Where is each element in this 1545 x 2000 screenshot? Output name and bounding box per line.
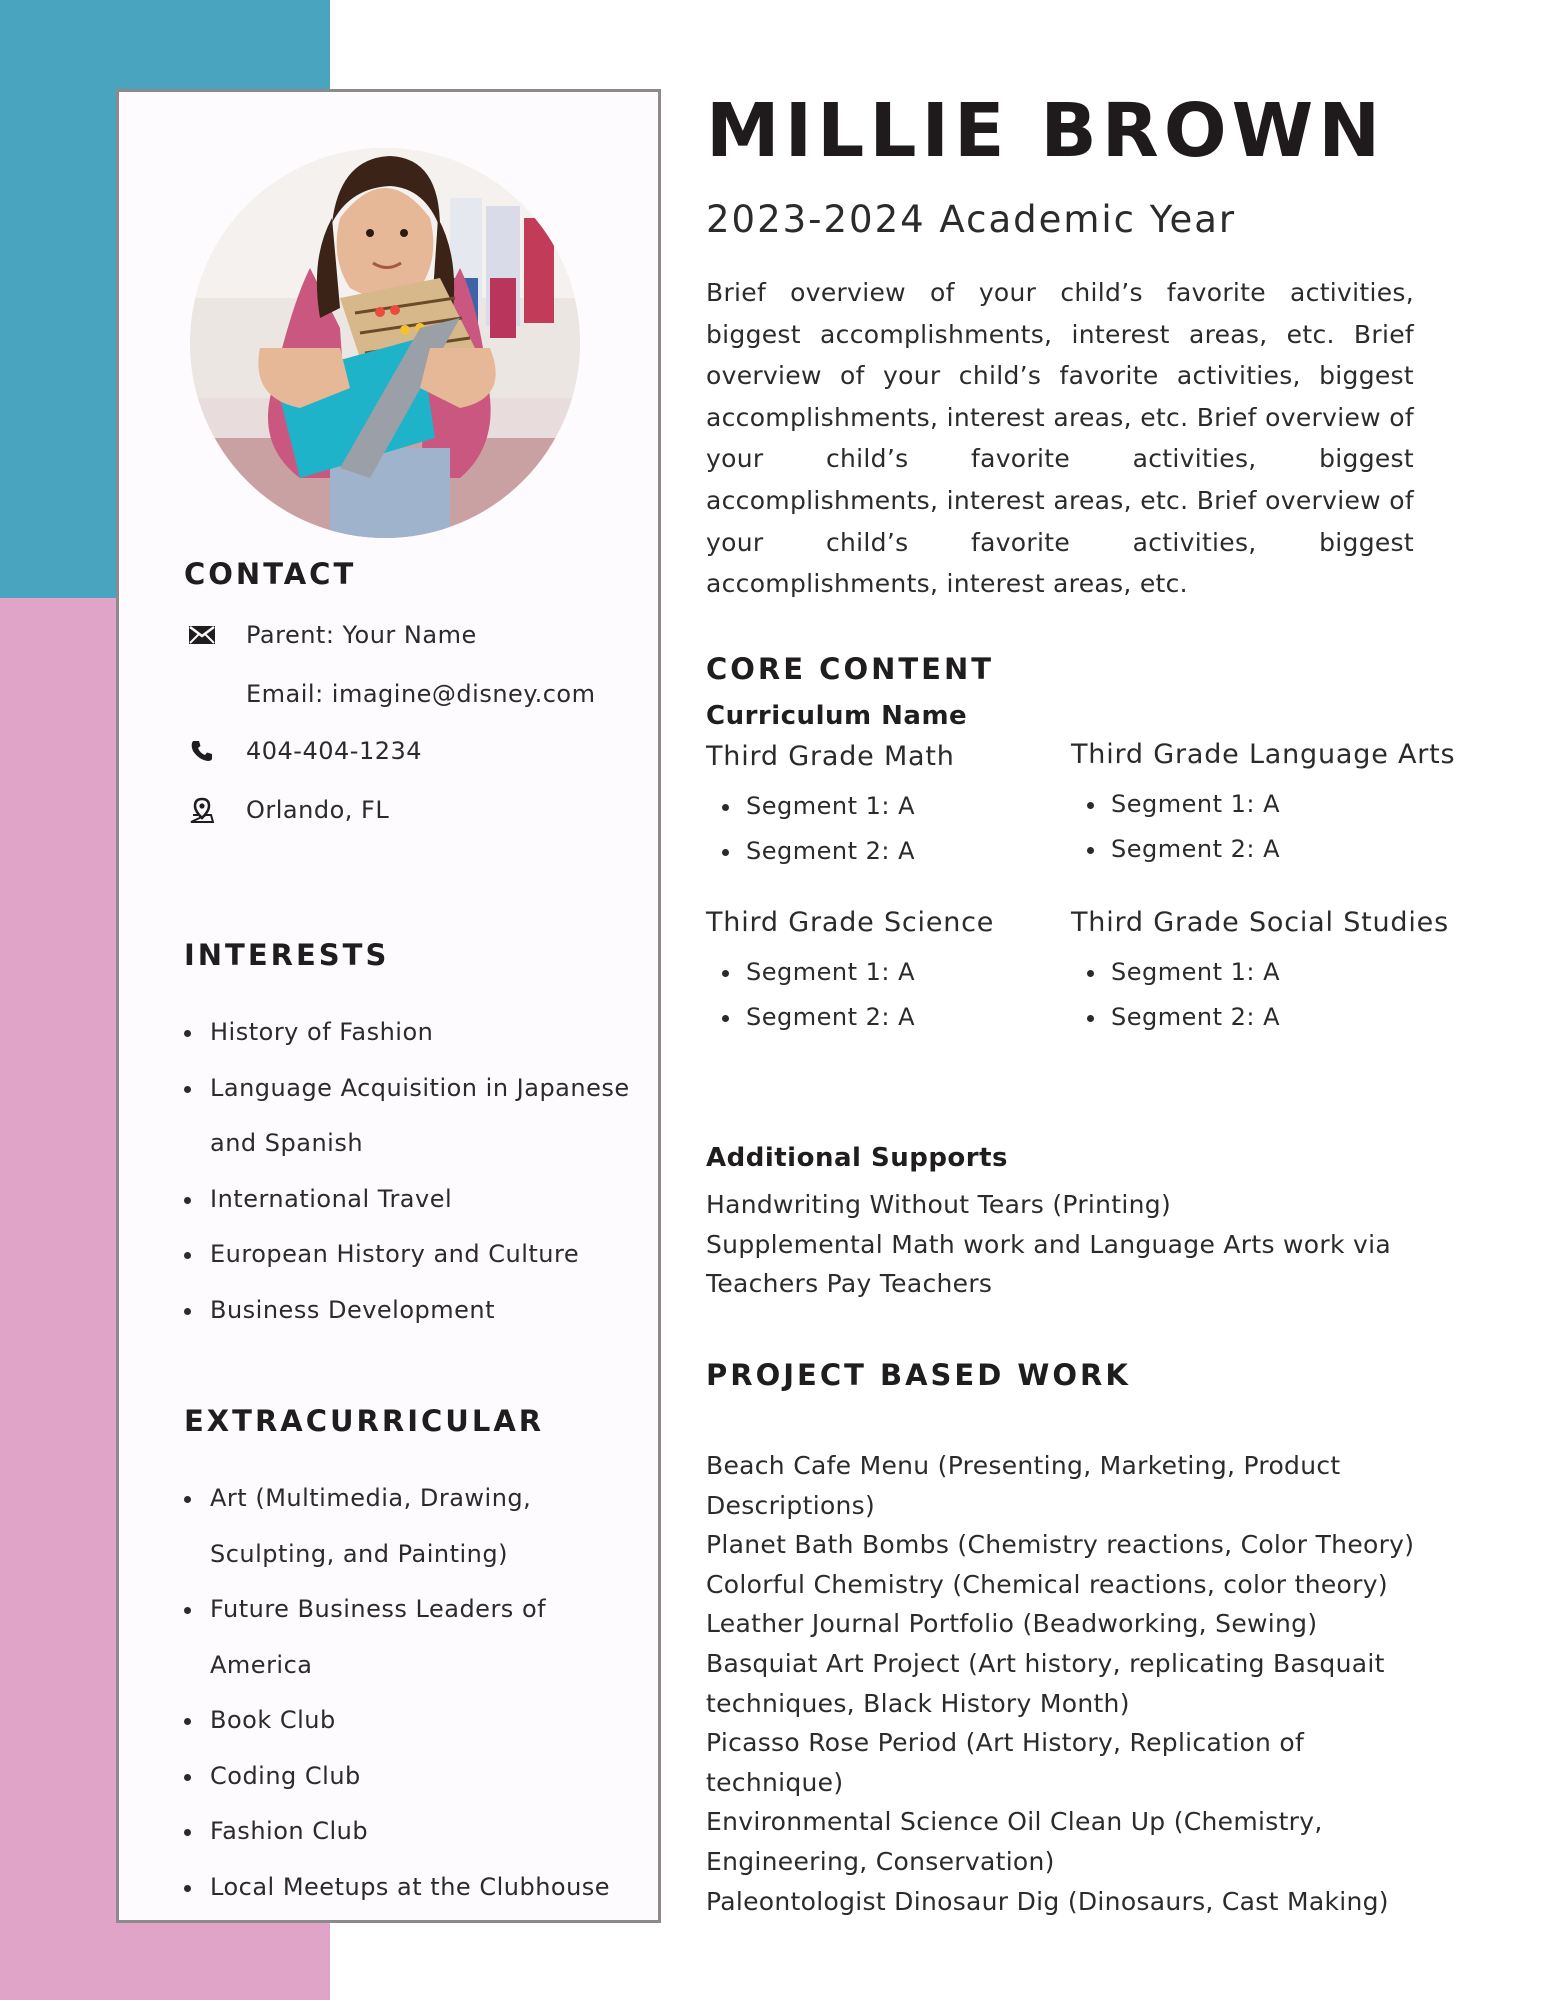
list-item: Segment 2: A: [706, 995, 994, 1040]
course-math: [706, 741, 955, 874]
interests-list: [184, 1005, 644, 1338]
project-based-work-heading: PROJECT BASED WORK: [706, 1358, 1131, 1392]
additional-supports-heading: Additional Supports: [706, 1143, 1009, 1173]
support-line: Supplemental Math work and Language Arts work via: [706, 1229, 1391, 1259]
parent-name: Parent: Your Name: [246, 621, 477, 649]
list-item: and Spanish: [210, 1129, 364, 1157]
segment-list: [706, 784, 955, 874]
phone-number[interactable]: 404-404-1234: [246, 737, 423, 765]
list-item: History of Fashion: [184, 1005, 644, 1061]
list-item: Sculpting, and Painting): [210, 1539, 508, 1568]
course-social-studies: [1071, 907, 1449, 1040]
list-item: Segment 2: A: [1071, 995, 1449, 1040]
contact-parent-row: [184, 617, 477, 653]
location: Orlando, FL: [246, 796, 390, 824]
list-item: Segment 2: A: [1071, 827, 1455, 872]
core-content-heading: CORE CONTENT: [706, 652, 995, 686]
project-line: techniques, Black History Month): [706, 1688, 1130, 1718]
project-line: Leather Journal Portfolio (Beadworking, Sewing): [706, 1609, 1318, 1639]
list-item: Book Club: [184, 1693, 644, 1749]
curriculum-name-heading: Curriculum Name: [706, 701, 968, 731]
profile-photo: [190, 148, 580, 538]
course-language-arts: [1071, 739, 1455, 872]
project-line: Engineering, Conservation): [706, 1846, 1055, 1876]
location-pin-icon: [184, 792, 220, 828]
project-line: Basquiat Art Project (Art history, replicating Basquait: [706, 1648, 1385, 1678]
list-item: Coding Club: [184, 1749, 644, 1805]
list-item: Language Acquisition in Japanese: [184, 1061, 644, 1117]
list-item: Segment 1: A: [706, 784, 955, 829]
email-address[interactable]: Email: imagine@disney.com: [246, 680, 596, 708]
extracurricular-list: [184, 1471, 644, 1915]
support-line: Teachers Pay Teachers: [706, 1269, 993, 1299]
supports-lines: [706, 1185, 1436, 1304]
course-name: Third Grade Science: [706, 907, 995, 938]
list-item: Business Development: [184, 1283, 644, 1339]
list-item: European History and Culture: [184, 1227, 644, 1283]
projects-lines: [706, 1446, 1436, 1921]
segment-list: [1071, 950, 1449, 1040]
overview-paragraph: Brief overview of your child’s favorite activities, biggest accomplishments, interest areas, etc. Brief overview of your child’s favorite activities, biggest accomplishments, interest areas, etc. Brief overview of your child’s favorite activities, biggest accomplishments, interest areas, etc. Brief overview of your child’s favorite activities, biggest accomplishments, interest areas, etc.: [706, 278, 1414, 599]
phone-icon: [184, 733, 220, 769]
extracurricular-heading: EXTRACURRICULAR: [184, 1404, 545, 1438]
list-item: Segment 1: A: [1071, 782, 1455, 827]
list-item: Segment 1: A: [1071, 950, 1449, 995]
list-item: Segment 2: A: [706, 829, 955, 874]
list-item: Future Business Leaders of America: [184, 1582, 644, 1693]
student-name: MILLIE BROWN: [706, 88, 1386, 174]
list-item: Local Meetups at the Clubhouse: [184, 1860, 644, 1916]
list-item: Fashion Club: [184, 1804, 644, 1860]
project-line: Colorful Chemistry (Chemical reactions, color theory): [706, 1569, 1388, 1599]
contact-location-row: [184, 792, 390, 828]
course-name: Third Grade Social Studies: [1071, 907, 1449, 938]
list-item: Art (Multimedia, Drawing,: [184, 1471, 644, 1527]
list-item: International Travel: [184, 1172, 644, 1228]
project-line: Beach Cafe Menu (Presenting, Marketing, Product: [706, 1451, 1341, 1480]
academic-year: 2023-2024 Academic Year: [706, 198, 1237, 241]
segment-list: [706, 950, 994, 1040]
course-science: [706, 907, 994, 1040]
project-line: Descriptions): [706, 1490, 876, 1520]
contact-heading: CONTACT: [184, 557, 357, 591]
project-line: Paleontologist Dinosaur Dig (Dinosaurs, Cast Making): [706, 1886, 1389, 1916]
list-item: Segment 1: A: [706, 950, 994, 995]
contact-phone-row: [184, 733, 423, 769]
project-line: Environmental Science Oil Clean Up (Chemistry,: [706, 1807, 1323, 1837]
course-name: Third Grade Math: [706, 741, 955, 772]
project-line: Planet Bath Bombs (Chemistry reactions, Color Theory): [706, 1530, 1415, 1560]
project-line: Picasso Rose Period (Art History, Replication of technique): [706, 1728, 1305, 1797]
segment-list: [1071, 782, 1455, 872]
envelope-icon: [184, 617, 220, 653]
course-name: Third Grade Language Arts: [1071, 739, 1456, 770]
support-line: Handwriting Without Tears (Printing): [706, 1190, 1172, 1219]
interests-heading: INTERESTS: [184, 938, 390, 972]
